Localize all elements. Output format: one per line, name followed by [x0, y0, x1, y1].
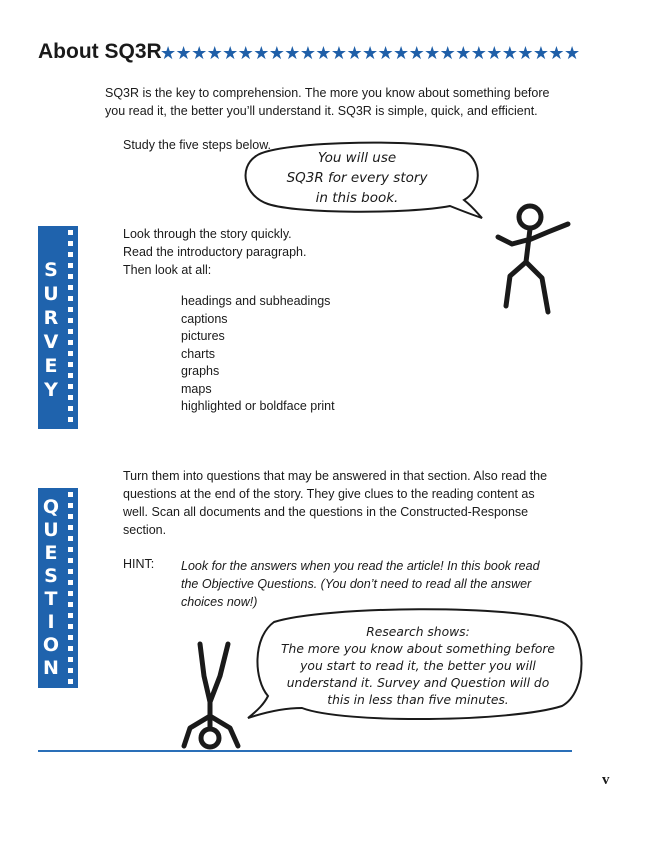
question-line: questions at the end of the story. They give clues to the reading content as: [123, 487, 535, 501]
question-letter: I: [47, 611, 55, 633]
survey-letter: E: [44, 355, 58, 377]
intro-line: SQ3R is the key to comprehension. The more you know about something before: [105, 86, 550, 100]
headstand-figure-icon: [176, 640, 248, 752]
bubble-top-line: in this book.: [315, 190, 399, 206]
survey-letter: U: [43, 283, 59, 305]
intro-line: you read it, the better you’ll understand it. SQ3R is simple, quick, and efficient.: [105, 104, 538, 118]
hint-line: Look for the answers when you read the article! In this book read: [181, 559, 540, 573]
question-line: section.: [123, 523, 167, 537]
question-letters: [38, 496, 64, 680]
bubble-bottom-text: [268, 624, 568, 709]
question-line: Turn them into questions that may be answered in that section. Also read the: [123, 469, 548, 483]
list-item: pictures: [181, 329, 225, 343]
study-instruction: Study the five steps below.: [123, 138, 272, 152]
survey-line: Look through the story quickly.: [123, 227, 292, 241]
question-letter: S: [44, 565, 58, 587]
intro-paragraph: [105, 84, 549, 120]
hint-line: the Objective Questions. (You don’t need to read all the answer: [181, 577, 532, 591]
bubble-bottom-line: Research shows:: [366, 625, 470, 639]
question-instructions: [123, 467, 547, 539]
survey-line: Read the introductory paragraph.: [123, 245, 307, 259]
page-title: About SQ3R: [38, 40, 162, 63]
list-item: maps: [181, 381, 212, 396]
hint-line: choices now!): [181, 595, 258, 609]
list-item: graphs: [181, 364, 220, 378]
bubble-bottom-line: you start to read it, the better you will: [300, 659, 536, 673]
survey-sidebar: [38, 226, 78, 429]
question-letter: Q: [42, 496, 60, 518]
bubble-top-line: SQ3R for every story: [286, 170, 428, 186]
list-item: charts: [181, 346, 216, 361]
list-item: captions: [181, 311, 228, 326]
survey-list: [181, 293, 335, 416]
survey-letters: [38, 258, 64, 402]
list-item: highlighted or boldface print: [181, 399, 335, 413]
hint-label: HINT:: [123, 557, 155, 571]
bubble-bottom-line: this in less than five minutes.: [327, 693, 509, 707]
hint-text: [181, 557, 540, 611]
survey-dots: [68, 230, 73, 425]
survey-letter: Y: [44, 379, 58, 401]
stick-figure-icon: [490, 202, 576, 318]
bottom-rule: [38, 750, 572, 752]
question-line: well. Scan all documents and the questions in the Constructed-Response: [123, 505, 529, 519]
question-letter: E: [44, 542, 58, 564]
survey-line: Then look at all:: [123, 263, 212, 277]
question-letter: U: [43, 519, 59, 541]
list-item: headings and subheadings: [181, 294, 331, 308]
bubble-bottom-line: understand it. Survey and Question will do: [286, 676, 550, 690]
bubble-bottom-line: The more you know about something before: [281, 642, 555, 656]
question-dots: [68, 492, 73, 684]
question-sidebar: [38, 488, 78, 688]
question-letter: O: [42, 634, 60, 656]
survey-letter: V: [43, 331, 59, 353]
question-letter: T: [44, 588, 58, 610]
question-letter: N: [43, 657, 59, 679]
bubble-top-text: [262, 148, 452, 208]
survey-letter: S: [44, 259, 58, 281]
page-number: v: [602, 772, 610, 788]
survey-instructions: [123, 225, 306, 279]
star-border: ★★★★★★★★★★★★★★★★★★★★★★★★★★★: [160, 43, 580, 63]
survey-letter: R: [43, 307, 59, 329]
bubble-top-line: You will use: [317, 150, 397, 166]
